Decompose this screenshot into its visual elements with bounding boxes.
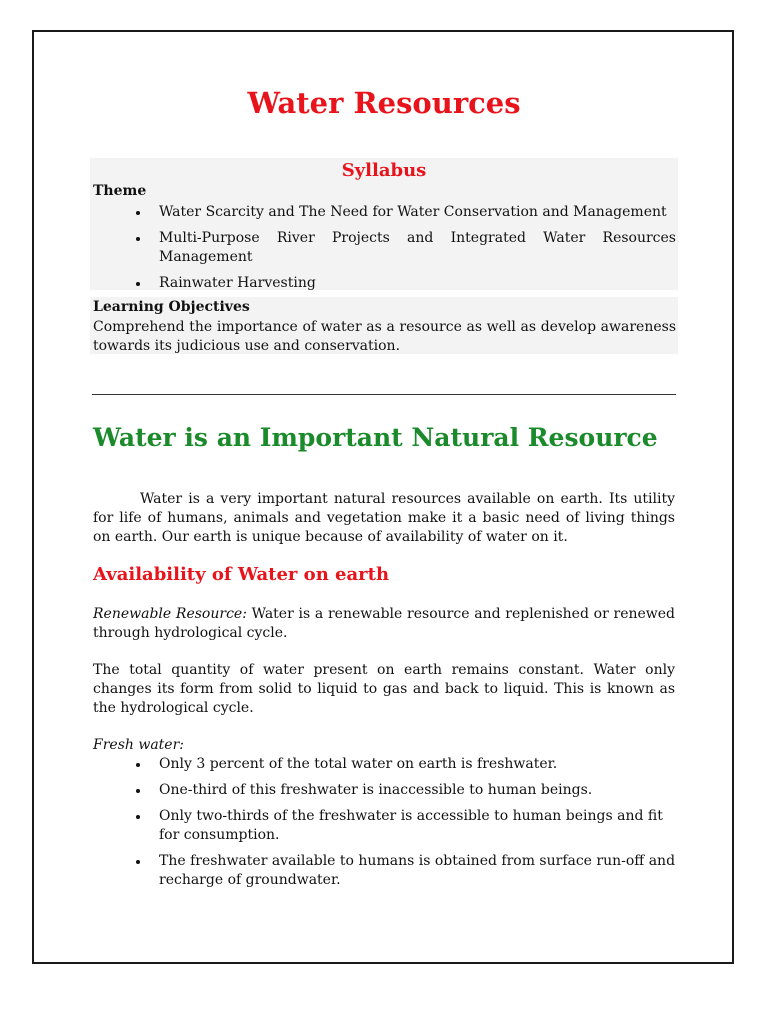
list-item: The freshwater available to humans is obtained from surface run-off and recharge of groundwater. bbox=[136, 852, 676, 890]
section-title: Water is an Important Natural Resource bbox=[93, 423, 658, 452]
list-item: One-third of this freshwater is inaccessible to human beings. bbox=[136, 781, 676, 800]
availability-title: Availability of Water on earth bbox=[93, 564, 390, 585]
renewable-paragraph bbox=[93, 605, 675, 643]
bullet-icon bbox=[136, 860, 140, 864]
document-title: Water Resources bbox=[247, 86, 521, 120]
divider bbox=[92, 394, 676, 395]
learning-objectives-text: Comprehend the importance of water as a resource as well as develop awareness towards its judicious use and conservation. bbox=[93, 319, 676, 354]
fresh-water-list bbox=[136, 755, 676, 890]
bullet-icon bbox=[136, 211, 140, 215]
list-item: Only two-thirds of the freshwater is accessible to human beings and fit for consumption. bbox=[136, 807, 676, 845]
hydrological-cycle-paragraph: The total quantity of water present on earth remains constant. Water only changes its form from solid to liquid to gas and back to liquid. This is known as the hydrological cycle. bbox=[93, 662, 675, 716]
list-item: Water Scarcity and The Need for Water Conservation and Management bbox=[136, 203, 676, 222]
learning-objectives-label: Learning Objectives bbox=[93, 299, 250, 315]
fresh-water-label: Fresh water: bbox=[93, 737, 184, 753]
bullet-icon bbox=[136, 763, 140, 767]
list-item: Multi-Purpose River Projects and Integrated Water Resources Management bbox=[136, 229, 676, 267]
theme-label: Theme bbox=[93, 183, 147, 199]
bullet-icon bbox=[136, 237, 140, 241]
syllabus-heading: Syllabus bbox=[341, 160, 427, 181]
list-item: Only 3 percent of the total water on earth is freshwater. bbox=[136, 755, 676, 774]
bullet-icon bbox=[136, 789, 140, 793]
renewable-text: Water is a renewable resource and replenished or renewed through hydrological cycle. bbox=[93, 606, 676, 641]
intro-paragraph: Water is a very important natural resources available on earth. Its utility for life of humans, animals and vegetation make it a basic need of living things on earth. Our earth is unique because of availability of water on it. bbox=[93, 491, 675, 545]
list-item: Rainwater Harvesting bbox=[136, 274, 676, 293]
theme-list bbox=[136, 203, 676, 293]
bullet-icon bbox=[136, 815, 140, 819]
renewable-label: Renewable Resource: bbox=[93, 606, 247, 622]
bullet-icon bbox=[136, 282, 140, 286]
